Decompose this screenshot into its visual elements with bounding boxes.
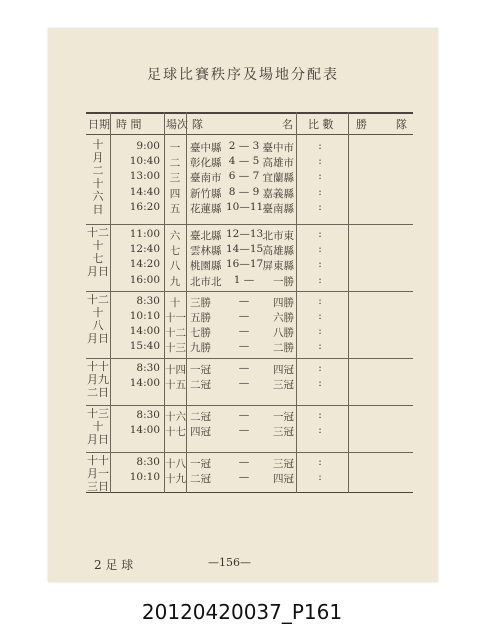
score-placeholder: : <box>318 455 322 468</box>
team-away: 屏東縣 <box>262 260 294 273</box>
match-number: 九 <box>169 275 181 288</box>
match-number: 一 <box>169 142 181 154</box>
header-time: 時 間 <box>116 118 142 131</box>
date-line: 月日 <box>87 432 109 446</box>
team-away: 一冠 <box>273 410 294 423</box>
team-home: 臺中縣 <box>190 142 222 154</box>
team-away: 四冠 <box>273 363 294 376</box>
image-caption: 20120420037_P161 <box>141 600 343 624</box>
score-placeholder: : <box>318 243 322 256</box>
score-placeholder: : <box>318 470 322 483</box>
match-pairing: 1 — <box>233 273 255 286</box>
match-time: 10:10 <box>129 310 160 323</box>
match-pairing: 6 — 7 <box>228 170 260 183</box>
date-line: 七 <box>92 252 104 266</box>
team-home: 北市北 <box>190 275 222 288</box>
team-away: 嘉義縣 <box>262 187 294 200</box>
team-home: 新竹縣 <box>190 187 222 200</box>
team-home: 桃園縣 <box>190 260 222 273</box>
match-time: 16:20 <box>129 200 160 213</box>
team-home: 雲林縣 <box>190 245 222 258</box>
footer-page-number: —156— <box>208 556 251 569</box>
match-pairing: — <box>238 376 250 389</box>
match-number: 十二 <box>165 327 186 340</box>
team-away: 北市東 <box>262 230 294 243</box>
group-date <box>87 138 109 216</box>
group-date <box>87 454 109 493</box>
score-placeholder: : <box>318 294 322 307</box>
score-placeholder: : <box>318 423 322 436</box>
col-divider-team <box>296 112 297 493</box>
match-number: 五 <box>169 202 181 215</box>
date-line: 十二 <box>87 226 109 240</box>
date-line: 十 <box>92 177 104 190</box>
match-time: 11:00 <box>129 228 160 241</box>
match-pairing: — <box>238 361 250 374</box>
group-divider <box>86 291 413 292</box>
schedule-table <box>86 112 413 493</box>
match-number: 十八 <box>165 457 186 470</box>
group-divider <box>86 224 413 225</box>
date-line: 八 <box>92 318 104 332</box>
team-home: 二冠 <box>190 472 211 485</box>
score-placeholder: : <box>318 155 322 168</box>
match-time: 8:30 <box>136 455 160 468</box>
match-pairing: — <box>238 340 250 353</box>
team-home: 七勝 <box>190 327 211 340</box>
team-home: 二冠 <box>190 410 211 423</box>
match-number: 十六 <box>165 410 186 423</box>
page-title: 足球比賽秩序及場地分配表 <box>147 67 339 83</box>
score-placeholder: : <box>318 325 322 338</box>
match-number: 十九 <box>165 472 186 485</box>
score-placeholder: : <box>318 310 322 323</box>
match-pairing: 12—13 <box>226 228 264 241</box>
group-divider <box>86 452 413 453</box>
team-away: 二勝 <box>273 342 294 355</box>
score-placeholder: : <box>318 200 322 213</box>
date-line: 月九 <box>87 372 109 386</box>
team-home: 臺北縣 <box>190 230 222 243</box>
match-number: 六 <box>169 230 181 243</box>
match-time: 8:30 <box>136 294 160 307</box>
team-away: 四冠 <box>273 472 294 485</box>
date-line: 十 <box>92 305 104 319</box>
date-line: 十 <box>92 138 104 151</box>
team-away: 三冠 <box>273 457 294 470</box>
match-time: 14:40 <box>129 185 160 198</box>
match-number: 二 <box>169 157 181 170</box>
team-away: 六勝 <box>273 312 294 325</box>
group-date <box>87 293 109 345</box>
header-team-left: 隊 <box>192 118 203 131</box>
match-number: 十四 <box>165 363 186 376</box>
date-line: 六 <box>92 190 104 203</box>
score-placeholder: : <box>318 228 322 241</box>
match-number: 三 <box>169 172 181 185</box>
match-time: 14:00 <box>129 423 160 436</box>
group-divider <box>86 405 413 406</box>
match-number: 十 <box>169 296 181 309</box>
match-number: 十五 <box>165 378 186 391</box>
score-placeholder: : <box>318 273 322 286</box>
table-header <box>86 112 413 135</box>
team-away: 臺南縣 <box>262 202 294 215</box>
team-away: 高雄市 <box>262 157 294 170</box>
match-pairing: — <box>238 423 250 436</box>
header-date: 日期 <box>88 118 110 131</box>
score-placeholder: : <box>318 258 322 271</box>
header-field: 場次 <box>166 118 188 131</box>
match-pairing: 14—15 <box>226 243 264 256</box>
match-number: 八 <box>169 260 181 273</box>
date-line: 十十 <box>87 359 109 373</box>
team-home: 一冠 <box>190 457 211 470</box>
date-line: 十二 <box>87 292 109 306</box>
team-home: 一冠 <box>190 363 211 376</box>
match-pairing: — <box>238 455 250 468</box>
header-score: 比 數 <box>308 118 334 131</box>
team-away: 四勝 <box>273 296 294 309</box>
match-pairing: — <box>238 294 250 307</box>
team-home: 花蓮縣 <box>190 202 222 215</box>
team-home: 彰化縣 <box>190 157 222 170</box>
team-away: 三冠 <box>273 425 294 438</box>
score-placeholder: : <box>318 340 322 353</box>
date-line: 三日 <box>87 479 109 493</box>
match-time: 8:30 <box>136 361 160 374</box>
footer-page-left: 2 足 球 <box>94 558 134 572</box>
match-time: 12:40 <box>129 243 160 256</box>
team-away: 宜蘭縣 <box>262 172 294 185</box>
date-line: 十 <box>92 419 104 433</box>
score-placeholder: : <box>318 185 322 198</box>
date-line: 月日 <box>87 331 109 345</box>
match-time: 9:00 <box>136 140 160 152</box>
date-line: 十十 <box>87 453 109 467</box>
team-away: 高雄縣 <box>262 245 294 258</box>
col-divider-date <box>110 112 111 493</box>
group-date <box>87 407 109 446</box>
date-line: 日 <box>92 203 104 216</box>
header-winner: 勝 <box>356 118 367 131</box>
match-pairing: — <box>238 408 250 421</box>
header-note: 隊 <box>396 118 407 131</box>
group-date <box>87 360 109 399</box>
match-number: 十一 <box>165 312 186 325</box>
score-placeholder: : <box>318 376 322 389</box>
date-line: 二 <box>92 164 104 177</box>
match-time: 14:00 <box>129 376 160 389</box>
score-placeholder: : <box>318 170 322 183</box>
match-time: 14:20 <box>129 258 160 271</box>
group-divider <box>86 358 413 359</box>
match-pairing: 2 — 3 <box>228 140 260 152</box>
match-pairing: 8 — 9 <box>228 185 260 198</box>
match-time: 10:40 <box>129 155 160 168</box>
score-placeholder: : <box>318 361 322 374</box>
match-time: 8:30 <box>136 408 160 421</box>
date-line: 月 <box>92 151 104 164</box>
date-line: 月日 <box>87 265 109 279</box>
col-divider-field <box>186 112 187 493</box>
match-number: 四 <box>169 187 181 200</box>
date-line: 十三 <box>87 406 109 420</box>
date-line: 二日 <box>87 385 109 399</box>
match-pairing: — <box>238 325 250 338</box>
score-placeholder: : <box>318 408 322 421</box>
col-divider-score <box>348 112 349 493</box>
match-time: 15:40 <box>129 340 160 353</box>
date-line: 月一 <box>87 466 109 480</box>
match-number: 七 <box>169 245 181 258</box>
match-pairing: — <box>238 470 250 483</box>
match-pairing: — <box>238 310 250 323</box>
header-team-right: 名 <box>282 118 293 131</box>
team-home: 四冠 <box>190 425 211 438</box>
group-date <box>87 226 109 278</box>
date-line: 十 <box>92 239 104 253</box>
match-time: 16:00 <box>129 273 160 286</box>
team-home: 臺南市 <box>190 172 222 185</box>
team-away: 八勝 <box>273 327 294 340</box>
match-time: 10:10 <box>129 470 160 483</box>
team-home: 五勝 <box>190 312 211 325</box>
team-home: 三勝 <box>190 296 211 309</box>
team-home: 二冠 <box>190 378 211 391</box>
match-number: 十七 <box>165 425 186 438</box>
match-pairing: 10—11 <box>226 200 264 213</box>
score-placeholder: : <box>318 140 322 152</box>
team-away: 臺中市 <box>262 142 294 154</box>
match-pairing: 4 — 5 <box>228 155 260 168</box>
match-time: 13:00 <box>129 170 160 183</box>
team-home: 九勝 <box>190 342 211 355</box>
team-away: 三冠 <box>273 378 294 391</box>
document-page <box>48 28 438 582</box>
match-time: 14:00 <box>129 325 160 338</box>
match-number: 十三 <box>165 342 186 355</box>
match-pairing: 16—17 <box>226 258 264 271</box>
team-away: 一勝 <box>273 275 294 288</box>
